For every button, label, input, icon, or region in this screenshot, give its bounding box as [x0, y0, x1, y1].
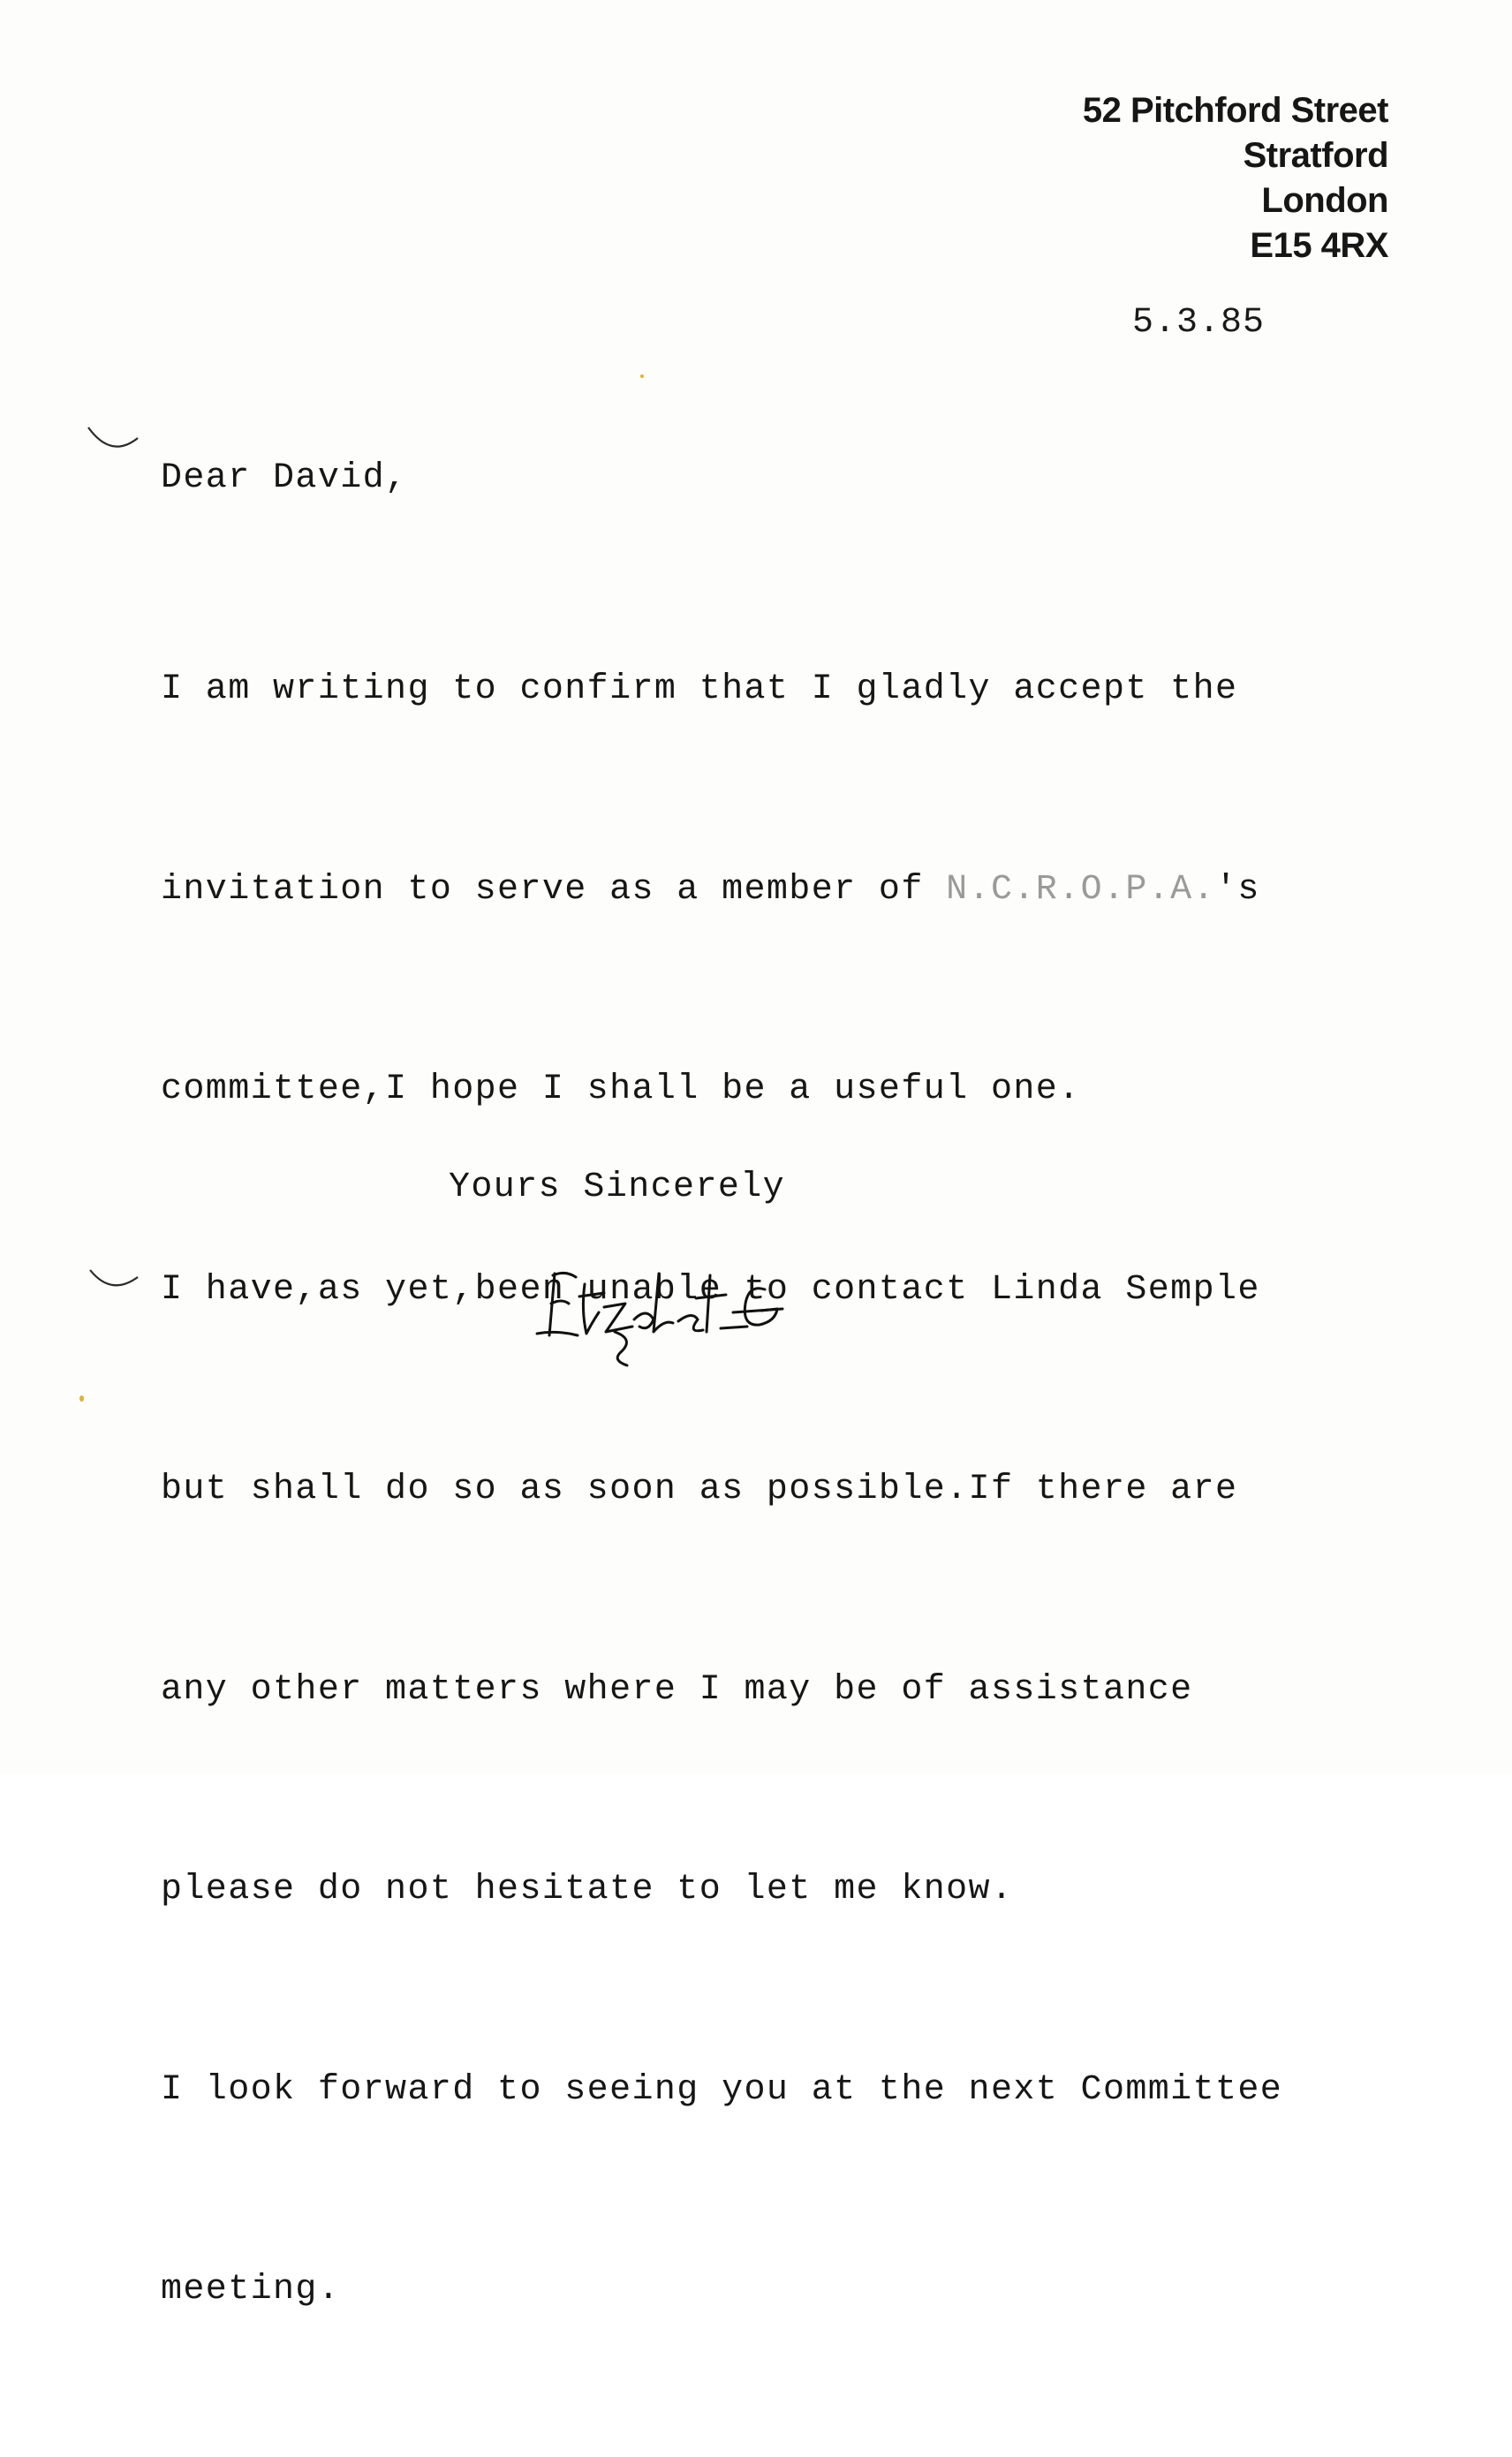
body-text-segment: invitation to serve as a member of — [161, 869, 947, 910]
punch-hole-mark-bottom — [85, 1265, 141, 1300]
paper-speck — [640, 374, 644, 378]
body-line: but shall do so as soon as possible.If there are — [161, 1470, 1238, 1509]
handwritten-signature — [530, 1258, 786, 1372]
punch-hole-mark-top — [85, 424, 141, 459]
paper-speck — [79, 1395, 84, 1402]
body-line: I have,as yet,been unable to contact Linda Semple — [161, 1269, 1260, 1310]
address-line: E15 4RX — [1250, 226, 1388, 265]
body-line: please do not hesitate to let me know. — [161, 1870, 1014, 1909]
address-line: London — [1261, 181, 1388, 220]
organisation-name: N.C.R.O.P.A. — [946, 869, 1215, 910]
salutation: Dear David, — [161, 458, 408, 498]
address-line: 52 Pitchford Street — [1082, 91, 1388, 130]
body-line: I look forward to seeing you at the next Committee — [161, 2069, 1283, 2110]
body-line: meeting. — [161, 2270, 341, 2310]
body-line — [161, 857, 1282, 924]
body-line: committee,I hope I shall be a useful one. — [161, 1070, 1081, 1109]
closing: Yours Sincerely — [449, 1168, 786, 1207]
address-line: Stratford — [1243, 136, 1388, 175]
letter-date: 5.3.85 — [1132, 303, 1266, 343]
sender-address — [1083, 88, 1388, 268]
letter-body — [161, 523, 1282, 2457]
body-line: I am writing to confirm that I gladly accept the — [161, 669, 1238, 709]
body-text-segment: 's — [1215, 869, 1260, 910]
body-line: any other matters where I may be of assistance — [161, 1669, 1193, 1710]
